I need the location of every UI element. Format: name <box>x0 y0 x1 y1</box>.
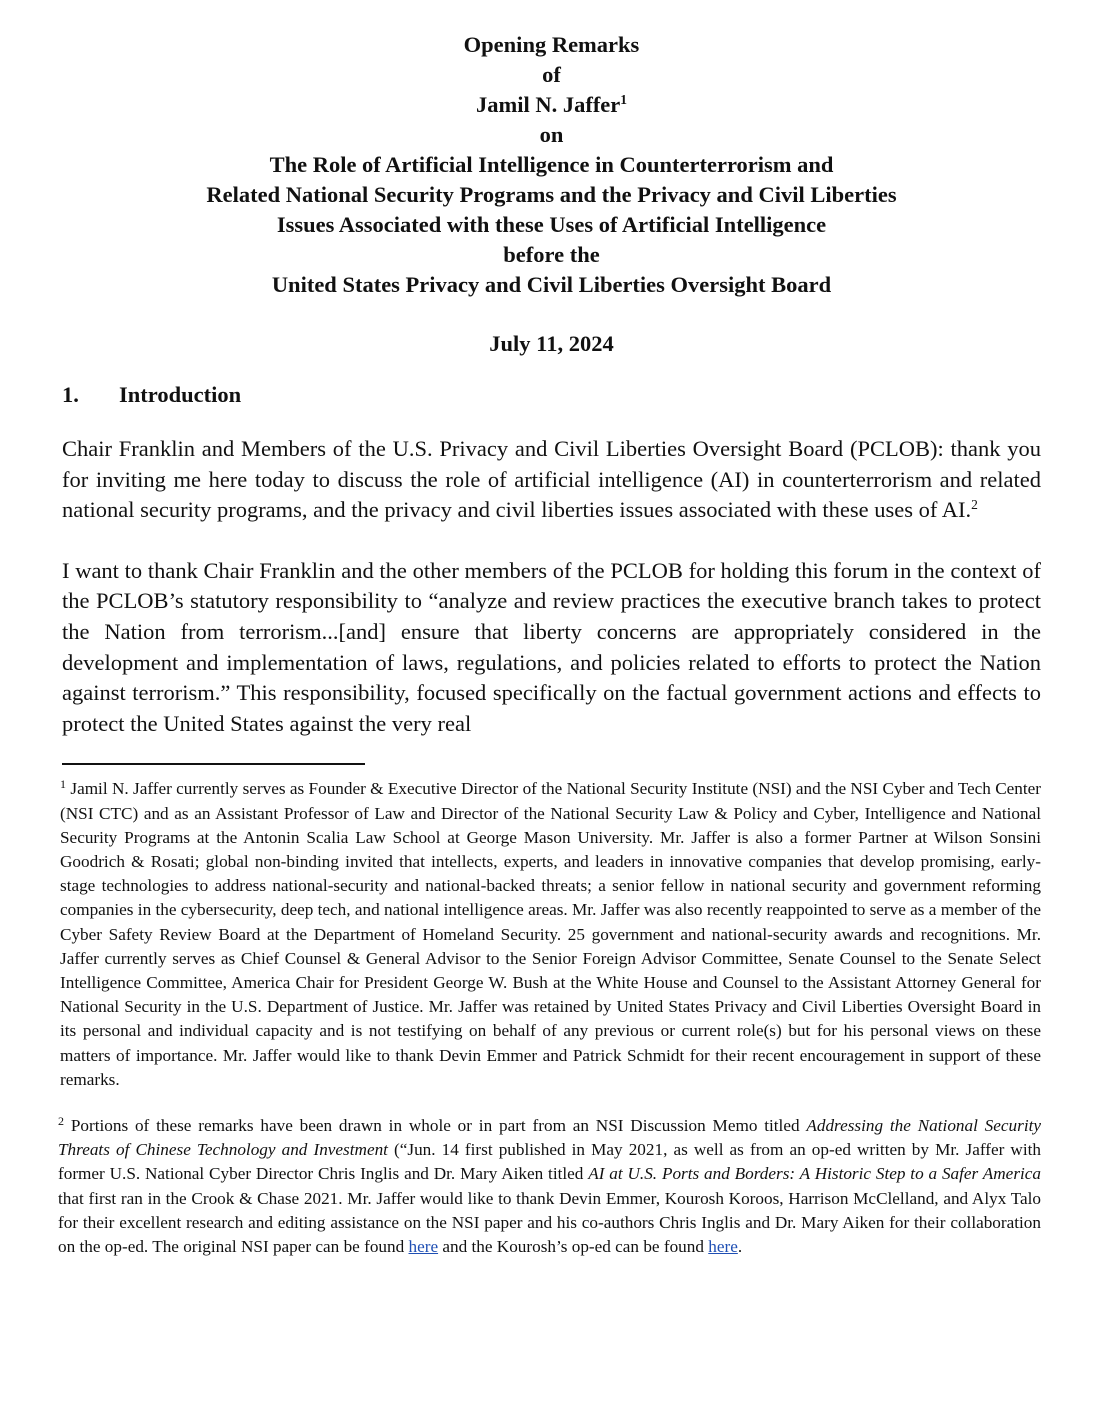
footnote-ref-2[interactable]: 2 <box>971 497 978 513</box>
heading-topic-line-2: Related National Security Programs and the Privacy and Civil Liberties <box>206 182 897 207</box>
heading-line-opening: Opening Remarks <box>463 32 640 57</box>
paragraph-2: I want to thank Chair Franklin and the other members of the PCLOB for holding this forum in the context of the PCLOB’s statutory responsibility to “analyze and review practices the executive branch takes to protect the Nation from terrorism...[and] ensure that liberty concerns are appropriately considered in the development and implementation of laws, regulations, and policies related to efforts to protect the Nation against terrorism.” This responsibility, focused specifically on the factual government actions and effects to protect the United States against the very real <box>62 557 1041 736</box>
footnote-1 <box>60 777 1041 1092</box>
footnote-2-title-a: Addressing the National Security Threats of Chinese Technology and Investment <box>58 1115 1041 1160</box>
footnote-separator <box>62 763 365 765</box>
paragraph-1-text: Chair Franklin and Members of the U.S. Privacy and Civil Liberties Oversight Board (PCLOB): thank you for inviting me here today to discuss the role of artificial intelligence (AI) in counterterrorism and related national security programs, and the privacy and civil liberties issues associated with these uses of AI. <box>62 436 1041 523</box>
heading-speaker <box>62 90 1041 120</box>
footnote-2-text-d: and the Kourosh’s op-ed can be found <box>438 1237 709 1256</box>
heading-line-of: of <box>542 62 561 87</box>
footnote-2-text-c: that first ran in the Crook & Chase 2021. Mr. Jaffer would like to thank Devin Emmer, Kourosh Koroos, Harrison McClelland, and Alyx Talo for their excellent research and editing assistance on the NSI paper and his co-authors Chris Inglis and Dr. Mary Aiken for their collaboration on the op-ed. The original NSI paper can be found <box>58 1188 1041 1256</box>
footnote-1-text: Jamil N. Jaffer currently serves as Founder & Executive Director of the National Security Institute (NSI) and the NSI Cyber and Tech Center (NSI CTC) and as an Assistant Professor of Law and Director of the National Security Law & Policy and Cyber, Intelligence and National Security Programs at the Antonin Scalia Law School at George Mason University. Mr. Jaffer is also a former Partner at Wilson Sonsini Goodrich & Rosati; global non-binding invited that intellects, experts, and leaders in innovative companies that develop promising, early-stage technologies to address national-security and national-backed threats; a senior fellow in national security and government reforming companies in the cybersecurity, deep tech, and national intelligence areas. Mr. Jaffer was also recently reappointed to serve as a member of the Cyber Safety Review Board at the Department of Homeland Security. 25 government and national-security awards and recognitions. Mr. Jaffer currently serves as Chief Counsel & General Advisor to the Senior Foreign Advisor Committee, Senate Counsel to the Senate Select Intelligence Committee, America Chair for President George W. Bush at the White House and Counsel to the Assistant Attorney General for National Security in the U.S. Department of Justice. Mr. Jaffer was retained by United States Privacy and Civil Liberties Oversight Board in its personal and individual capacity and is not testifying on behalf of any previous or current role(s) but for his personal views on these matters of importance. Mr. Jaffer would like to thank Devin Emmer and Patrick Schmidt for their recent encouragement in support of these remarks. <box>60 779 1042 1089</box>
footnote-2 <box>58 1114 1041 1259</box>
paragraph-1 <box>62 434 1041 526</box>
footnote-ref-1[interactable]: 1 <box>620 91 628 107</box>
heading-topic-line-3: Issues Associated with these Uses of Artificial Intelligence <box>276 212 827 237</box>
op-ed-link[interactable]: here <box>708 1237 738 1256</box>
document-date: July 11, 2024 <box>489 331 614 356</box>
document-heading <box>62 30 1041 300</box>
speaker-name: Jamil N. Jaffer <box>475 92 621 117</box>
heading-board: United States Privacy and Civil Liberties Oversight Board <box>271 272 832 297</box>
section-heading <box>62 380 1041 410</box>
heading-topic-line-1: The Role of Artificial Intelligence in Counterterrorism and <box>269 152 834 177</box>
footnote-2-text-e: . <box>737 1237 743 1256</box>
nsi-paper-link[interactable]: here <box>408 1237 439 1256</box>
section-number: 1. <box>62 382 79 407</box>
footnote-1-mark: 1 <box>60 777 67 792</box>
footnote-2-mark: 2 <box>58 1113 65 1128</box>
section-title: Introduction <box>119 382 242 407</box>
footnote-2-text-b: (“Jun. 14 first published in May 2021, as well as from an op-ed written by Mr. Jaffer with former U.S. National Cyber Director Chris Inglis and Dr. Mary Aiken titled <box>58 1140 1041 1184</box>
heading-line-on: on <box>539 122 564 147</box>
heading-line-before: before the <box>503 242 600 267</box>
footnote-2-text-a: Portions of these remarks have been drawn in whole or in part from an NSI Discussion Memo titled <box>70 1115 807 1135</box>
footnote-2-title-b: AI at U.S. Ports and Borders: A Historic Step to a Safer America <box>588 1164 1042 1184</box>
